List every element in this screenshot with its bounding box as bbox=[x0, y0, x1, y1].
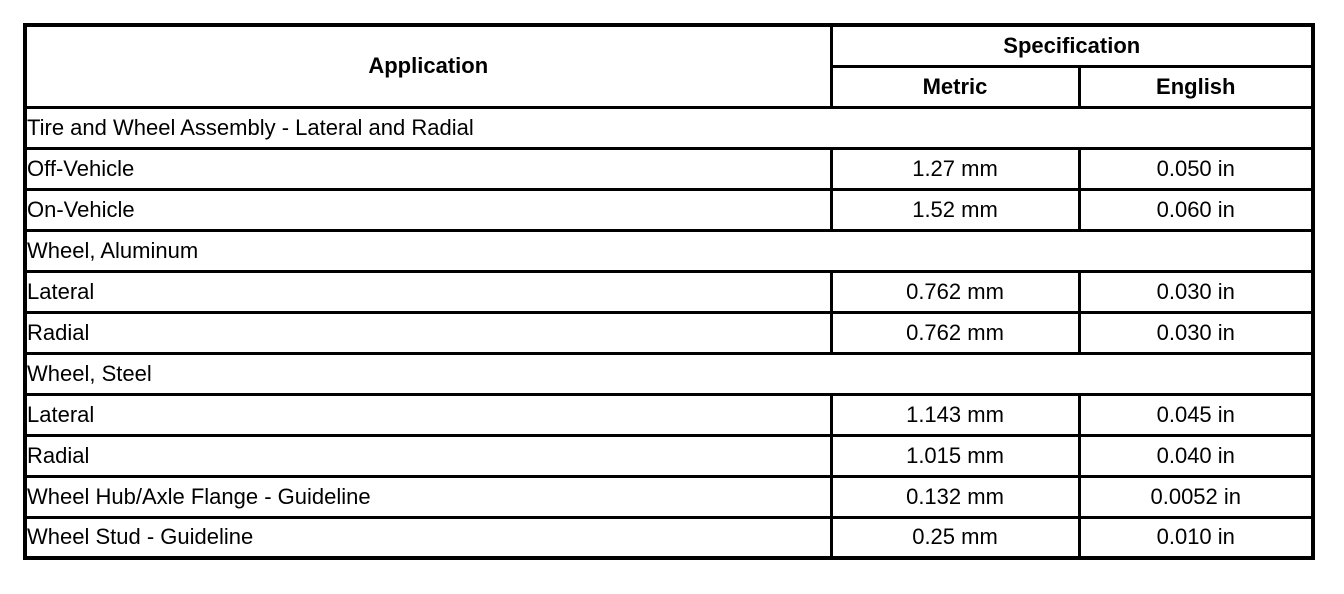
section-label: Wheel, Steel bbox=[25, 353, 1313, 394]
english-cell: 0.030 in bbox=[1079, 312, 1313, 353]
section-label: Tire and Wheel Assembly - Lateral and Radial bbox=[25, 107, 1313, 148]
table-row bbox=[25, 148, 1313, 189]
english-cell: 0.045 in bbox=[1079, 394, 1313, 435]
table-row bbox=[25, 476, 1313, 517]
application-cell: On-Vehicle bbox=[25, 189, 831, 230]
metric-cell: 1.52 mm bbox=[831, 189, 1079, 230]
english-cell: 0.030 in bbox=[1079, 271, 1313, 312]
table-row bbox=[25, 189, 1313, 230]
application-cell: Off-Vehicle bbox=[25, 148, 831, 189]
specification-table bbox=[23, 23, 1315, 560]
table-row-section bbox=[25, 107, 1313, 148]
table-row bbox=[25, 517, 1313, 558]
specification-header: Specification bbox=[831, 25, 1313, 66]
table-row bbox=[25, 271, 1313, 312]
metric-cell: 0.132 mm bbox=[831, 476, 1079, 517]
table-row-section bbox=[25, 230, 1313, 271]
english-header: English bbox=[1079, 66, 1313, 107]
metric-cell: 0.25 mm bbox=[831, 517, 1079, 558]
metric-cell: 1.015 mm bbox=[831, 435, 1079, 476]
application-cell: Lateral bbox=[25, 394, 831, 435]
english-cell: 0.060 in bbox=[1079, 189, 1313, 230]
application-cell: Wheel Stud - Guideline bbox=[25, 517, 831, 558]
metric-cell: 0.762 mm bbox=[831, 271, 1079, 312]
table-row-section bbox=[25, 353, 1313, 394]
metric-cell: 1.27 mm bbox=[831, 148, 1079, 189]
metric-header: Metric bbox=[831, 66, 1079, 107]
table-row bbox=[25, 435, 1313, 476]
metric-cell: 0.762 mm bbox=[831, 312, 1079, 353]
table-row bbox=[25, 394, 1313, 435]
application-header: Application bbox=[25, 25, 831, 107]
english-cell: 0.010 in bbox=[1079, 517, 1313, 558]
english-cell: 0.040 in bbox=[1079, 435, 1313, 476]
metric-cell: 1.143 mm bbox=[831, 394, 1079, 435]
application-cell: Wheel Hub/Axle Flange - Guideline bbox=[25, 476, 831, 517]
application-cell: Lateral bbox=[25, 271, 831, 312]
section-label: Wheel, Aluminum bbox=[25, 230, 1313, 271]
english-cell: 0.0052 in bbox=[1079, 476, 1313, 517]
application-cell: Radial bbox=[25, 435, 831, 476]
table-row bbox=[25, 312, 1313, 353]
table-header bbox=[25, 25, 1313, 107]
application-cell: Radial bbox=[25, 312, 831, 353]
english-cell: 0.050 in bbox=[1079, 148, 1313, 189]
